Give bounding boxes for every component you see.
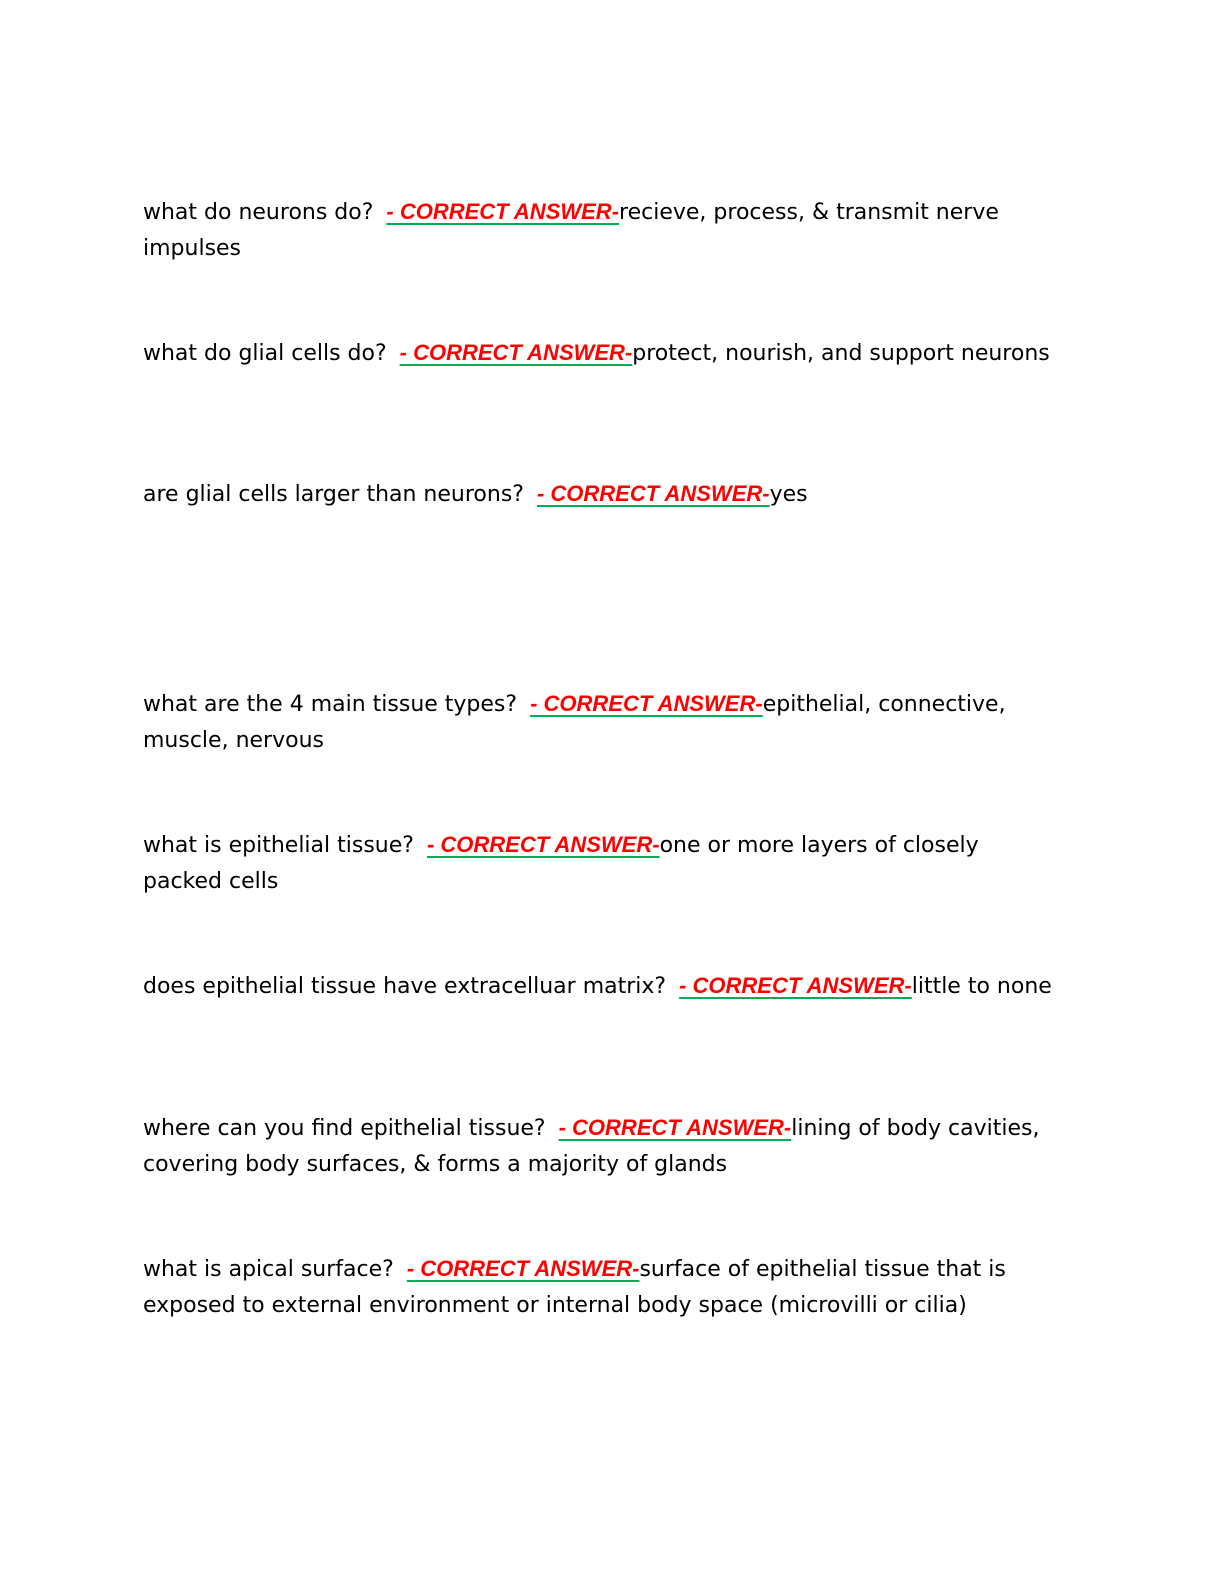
answer-text: yes xyxy=(769,482,808,507)
correct-answer-marker: - CORRECT ANSWER- xyxy=(558,1115,792,1140)
qa-item-4 xyxy=(143,686,1063,759)
answer-text: epithelial, connective, muscle, nervous xyxy=(143,692,1006,753)
correct-answer-marker: - CORRECT ANSWER- xyxy=(426,832,660,857)
answer-text: surface of epithelial tissue that is exposed to external environment or internal body space (microvilli or cilia) xyxy=(143,1257,1006,1318)
qa-item-7 xyxy=(143,1110,1063,1183)
answer-text: protect, nourish, and support neurons xyxy=(632,341,1050,366)
correct-answer-marker: - CORRECT ANSWER- xyxy=(406,1256,640,1281)
question-text: what do neurons do? xyxy=(143,200,374,225)
qa-item-8 xyxy=(143,1251,1063,1324)
answer-text: lining of body cavities, covering body surfaces, & forms a majority of glands xyxy=(143,1116,1040,1177)
qa-item-6 xyxy=(143,968,1063,1005)
question-text: are glial cells larger than neurons? xyxy=(143,482,524,507)
question-text: what is apical surface? xyxy=(143,1257,394,1282)
question-text: what is epithelial tissue? xyxy=(143,833,414,858)
correct-answer-marker: - CORRECT ANSWER- xyxy=(679,973,912,998)
qa-item-5 xyxy=(143,827,1063,900)
answer-text: recieve, process, & transmit nerve impulses xyxy=(143,200,999,261)
question-text: what do glial cells do? xyxy=(143,341,387,366)
qa-item-3 xyxy=(143,476,1063,513)
qa-item-2 xyxy=(143,335,1063,372)
question-text: where can you find epithelial tissue? xyxy=(143,1116,546,1141)
question-text: does epithelial tissue have extracelluar matrix? xyxy=(143,974,667,999)
answer-text: little to none xyxy=(911,974,1052,999)
correct-answer-marker: - CORRECT ANSWER- xyxy=(536,481,770,506)
qa-item-1 xyxy=(143,194,1063,267)
correct-answer-marker: - CORRECT ANSWER- xyxy=(386,199,620,224)
correct-answer-marker: - CORRECT ANSWER- xyxy=(399,340,633,365)
correct-answer-marker: - CORRECT ANSWER- xyxy=(530,691,763,716)
question-text: what are the 4 main tissue types? xyxy=(143,692,518,717)
answer-text: one or more layers of closely packed cells xyxy=(143,833,979,894)
